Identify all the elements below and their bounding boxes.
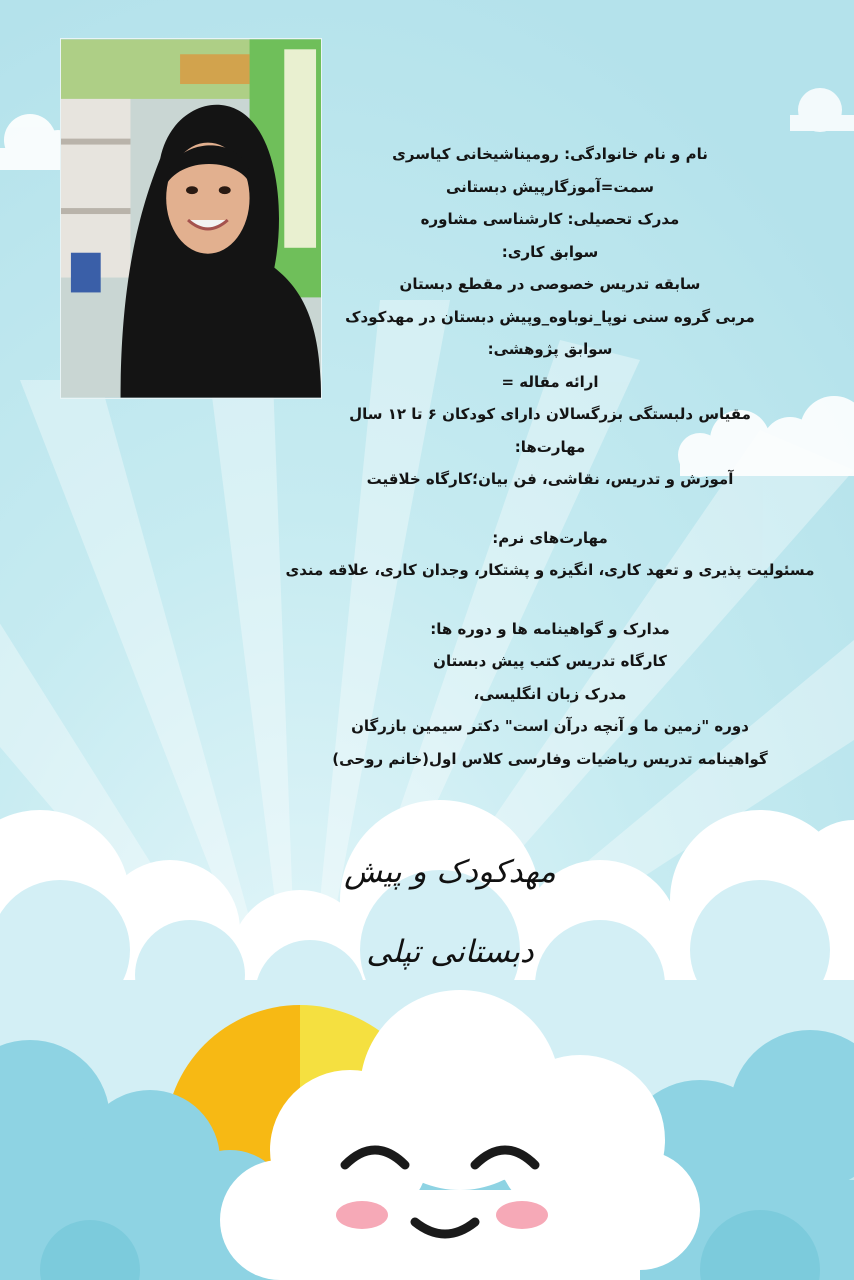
name-line: نام و نام خانوادگی: رومیناشیخانی کیاسری [392, 145, 708, 163]
work-history-item: مربی گروه سنی نوپا_نوباوه_وپیش دبستان در مهدکودک [345, 307, 755, 326]
certificate-item: مدرک زبان انگلیسی، [473, 684, 627, 703]
work-history-title: سوابق کاری: [501, 242, 599, 261]
soft-skills-title: مهارت‌های نرم: [492, 528, 608, 547]
kindergarten-signature: مهدکودک و پیش دبستانی تپلی [344, 854, 556, 970]
certificates-title: مدارک و گواهینامه ها و دوره ها: [430, 619, 670, 638]
degree-line: مدرک تحصیلی: کارشناسی مشاوره [420, 210, 680, 228]
certificate-item: کارگاه تدریس کتب پیش دبستان [433, 652, 667, 670]
skills-title: مهارت‌ها: [514, 437, 586, 456]
soft-skills-line: مسئولیت پذیری و تعهد کاری، انگیزه و پشتکار، وجدان کاری، علاقه مندی [285, 561, 815, 579]
certificate-item: دوره "زمین ما و آنچه درآن است" دکتر سیمین بازرگان [351, 717, 749, 735]
research-title: سوابق پژوهشی: [487, 340, 613, 358]
work-history-item: سابقه تدریس خصوصی در مقطع دبستان [399, 275, 701, 293]
certificate-item: گواهینامه تدریس ریاضیات وفارسی کلاس اول(خانم روحی) [332, 749, 768, 768]
skills-line: آموزش و تدریس، نقاشی، فن بیان؛کارگاه خلاقیت [366, 470, 734, 488]
research-item: مقیاس دلبستگی بزرگسالان دارای کودکان ۶ تا ۱۲ سال [349, 405, 751, 423]
research-item: ارائه مقاله = [501, 372, 599, 391]
position-line: سمت=آموزگارپیش دبستانی [445, 177, 655, 196]
bio-text [250, 138, 850, 775]
